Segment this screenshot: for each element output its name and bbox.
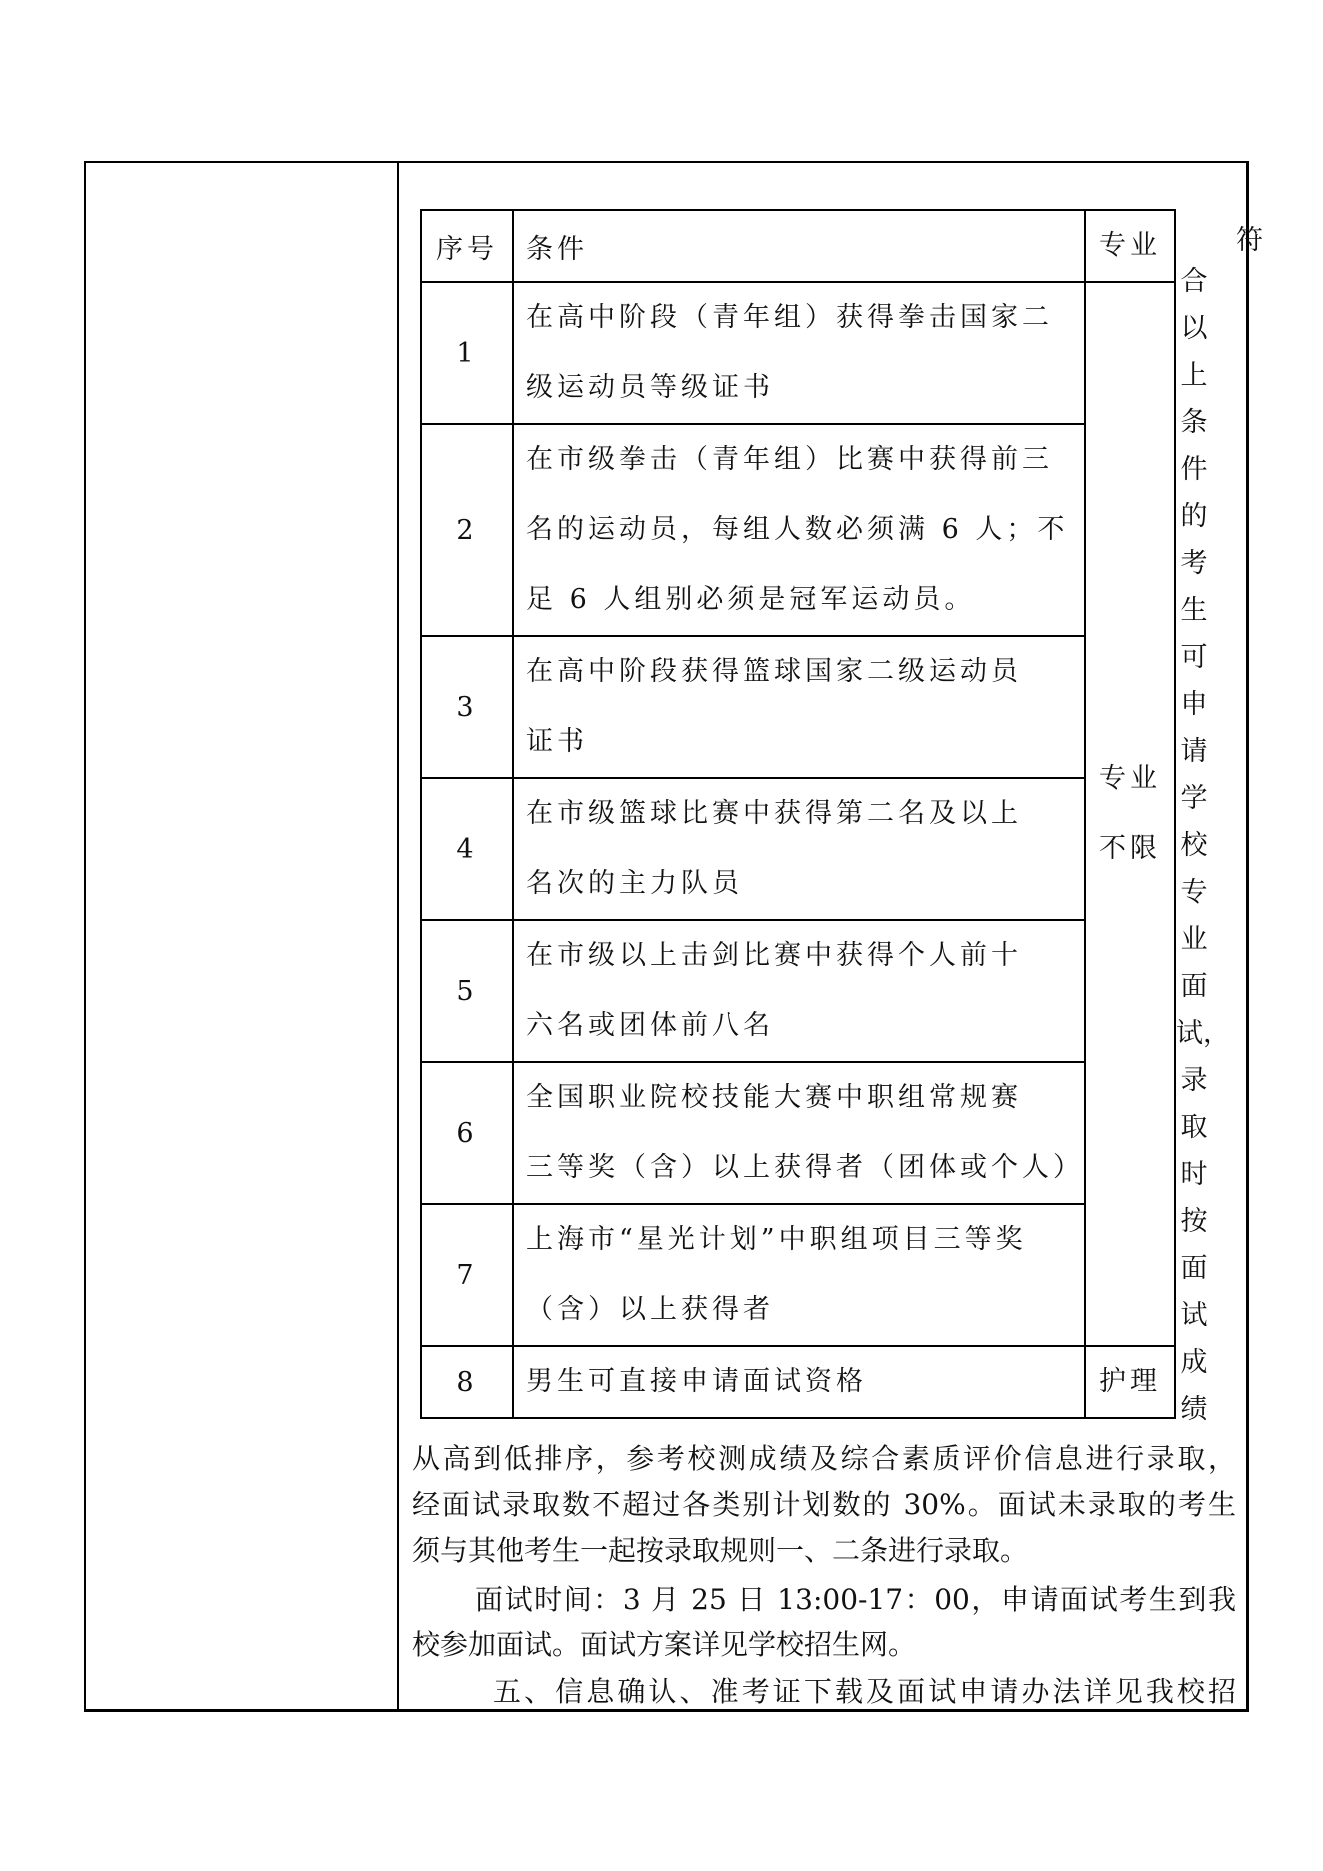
vertical-char: 学 — [1180, 783, 1208, 814]
vertical-char: 件 — [1180, 454, 1208, 485]
row-condition — [513, 778, 1085, 920]
vertical-char: 考 — [1180, 548, 1208, 579]
condition-line: 在市级以上击剑比赛中获得个人前十 — [526, 940, 1022, 971]
condition-line: 六名或团体前八名 — [526, 1010, 774, 1041]
paragraph-line: 校参加面试。面试方案详见学校招生网。 — [412, 1628, 917, 1661]
row-number: 3 — [421, 636, 513, 778]
major-unlimited-cell — [1085, 282, 1175, 1346]
condition-line: 级运动员等级证书 — [526, 372, 774, 403]
condition-line: 在市级篮球比赛中获得第二名及以上 — [526, 798, 1022, 829]
vertical-char: 请 — [1180, 736, 1208, 767]
vertical-char: 试 — [1180, 1300, 1208, 1331]
table-row — [421, 1062, 1175, 1204]
vertical-side-text — [1176, 258, 1230, 1433]
row-number: 1 — [421, 282, 513, 424]
vertical-char: 上 — [1180, 360, 1208, 391]
vertical-char: 面 — [1180, 1253, 1208, 1284]
partial-character: 符 — [1236, 225, 1263, 256]
table-row — [421, 1204, 1175, 1346]
row-condition — [513, 1062, 1085, 1204]
vertical-char: 的 — [1180, 501, 1208, 532]
row-number: 5 — [421, 920, 513, 1062]
major-unlimited-line: 不限 — [1099, 833, 1161, 864]
condition-line: 男生可直接申请面试资格 — [526, 1366, 867, 1397]
condition-line: 名的运动员，每组人数必须满 6 人；不 — [526, 514, 1069, 545]
major-unlimited-line: 专业 — [1099, 763, 1161, 794]
row-number: 2 — [421, 424, 513, 636]
paragraph-line: 面试时间：3 月 25 日 13:00-17：00，申请面试考生到我 — [475, 1583, 1236, 1616]
vertical-char: 合 — [1180, 266, 1208, 297]
row-condition — [513, 1204, 1085, 1346]
condition-line: 名次的主力队员 — [526, 868, 743, 899]
row-number: 4 — [421, 778, 513, 920]
header-no: 序号 — [421, 210, 513, 282]
condition-line: 在高中阶段获得篮球国家二级运动员 — [526, 656, 1022, 687]
vertical-char: 校 — [1180, 830, 1208, 861]
condition-line: 全国职业院校技能大赛中职组常规赛 — [526, 1082, 1022, 1113]
vertical-char: 业 — [1180, 924, 1208, 955]
vertical-char: 以 — [1180, 313, 1208, 344]
vertical-char: 条 — [1180, 407, 1208, 438]
row-condition — [513, 920, 1085, 1062]
condition-line: 三等奖（含）以上获得者（团体或个人） — [526, 1152, 1084, 1183]
condition-line: （含）以上获得者 — [526, 1294, 774, 1325]
conditions-table — [420, 209, 1176, 1419]
vertical-char: 可 — [1180, 642, 1208, 673]
vertical-char: 取 — [1180, 1112, 1208, 1143]
vertical-char: 录 — [1180, 1065, 1208, 1096]
vertical-char: 申 — [1180, 689, 1208, 720]
vertical-char: 绩 — [1180, 1394, 1208, 1425]
condition-line: 足 6 人组别必须是冠军运动员。 — [526, 584, 976, 615]
paragraph-line: 从高到低排序，参考校测成绩及综合素质评价信息进行录取， — [412, 1442, 1236, 1475]
header-major: 专业 — [1085, 210, 1175, 282]
row-condition — [513, 1346, 1085, 1418]
table-row — [421, 282, 1175, 424]
vertical-char: 成 — [1180, 1347, 1208, 1378]
row-condition — [513, 424, 1085, 636]
vertical-char: 时 — [1180, 1159, 1208, 1190]
condition-line: 在市级拳击（青年组）比赛中获得前三 — [526, 444, 1053, 475]
table-row — [421, 636, 1175, 778]
condition-line: 上海市“星光计划”中职组项目三等奖 — [526, 1224, 1027, 1255]
row-condition — [513, 636, 1085, 778]
table-row — [421, 778, 1175, 920]
table-header-row — [421, 210, 1175, 282]
vertical-char: 专 — [1180, 877, 1208, 908]
table-row — [421, 920, 1175, 1062]
row-number: 8 — [421, 1346, 513, 1418]
row-number: 6 — [421, 1062, 513, 1204]
vertical-char: 面 — [1180, 971, 1208, 1002]
paragraph-line: 须与其他考生一起按录取规则一、二条进行录取。 — [412, 1534, 1029, 1567]
table-row — [421, 1346, 1175, 1418]
paragraph-line: 经面试录取数不超过各类别计划数的 30%。面试未录取的考生 — [412, 1488, 1236, 1521]
condition-line: 在高中阶段（青年组）获得拳击国家二 — [526, 302, 1053, 333]
major-nursing-cell: 护理 — [1085, 1346, 1175, 1418]
vertical-char: 按 — [1180, 1206, 1208, 1237]
row-number: 7 — [421, 1204, 513, 1346]
row-condition — [513, 282, 1085, 424]
condition-line: 证书 — [526, 726, 588, 757]
outer-column-divider — [397, 161, 399, 1712]
vertical-char: 试， — [1176, 1018, 1230, 1049]
table-row — [421, 424, 1175, 636]
vertical-char: 生 — [1180, 595, 1208, 626]
header-condition: 条件 — [513, 210, 1085, 282]
paragraph-line: 五、信息确认、准考证下载及面试申请办法详见我校招 — [493, 1675, 1236, 1708]
